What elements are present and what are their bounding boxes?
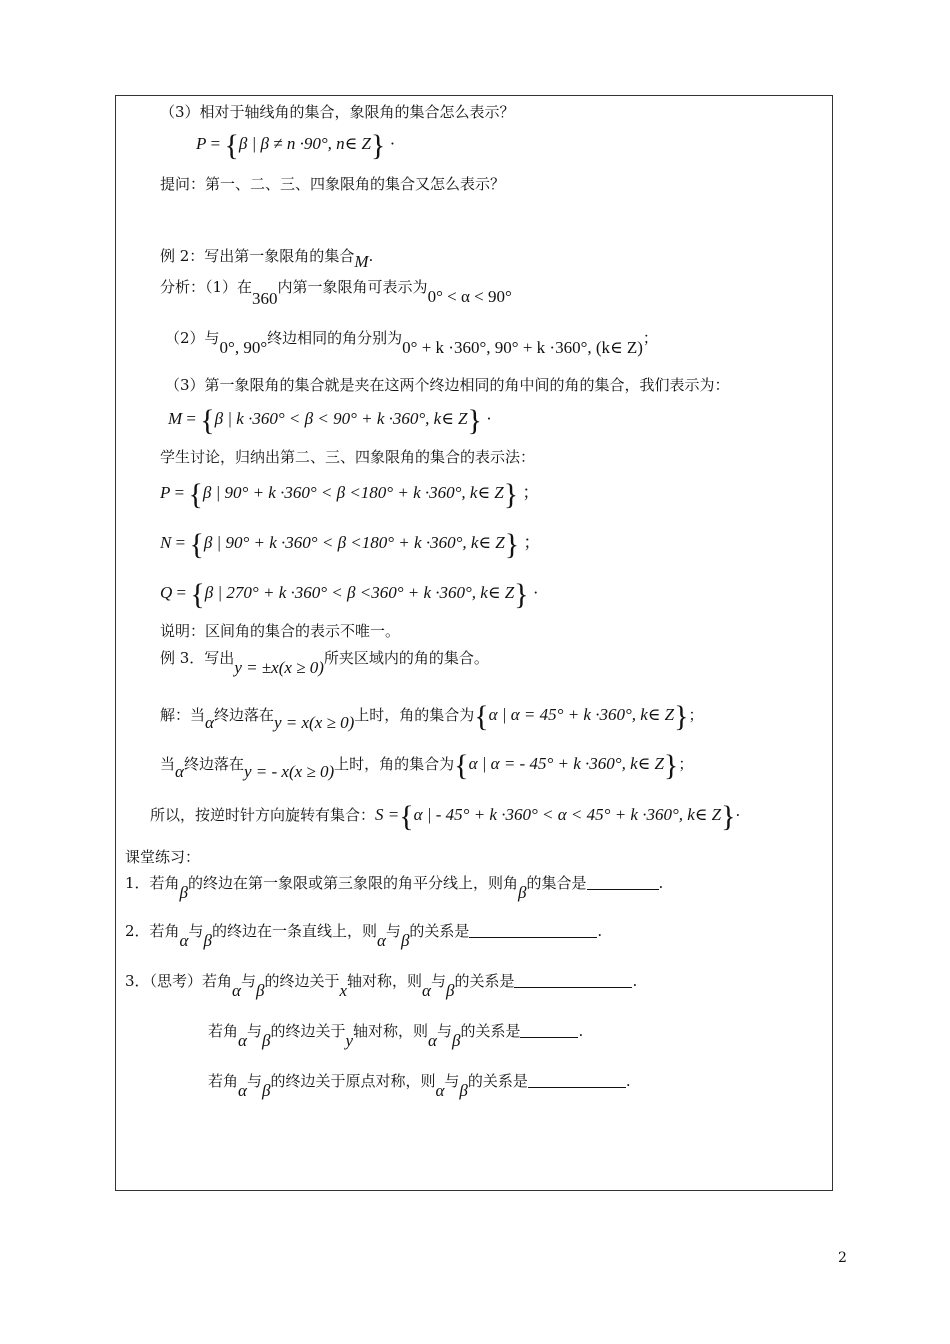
set-N: N = {β | 90° + k ·360° < β <180° + k ·360°, k∈ Z} ； xyxy=(160,528,541,561)
solution-line-3: 所以，按逆时针方向旋转有集合：S ={α | - 45° + k ·360° < α < 45° + k ·360°, k∈ Z}· xyxy=(150,800,741,833)
answer-blank-2[interactable] xyxy=(469,923,597,938)
example-2-set-M: M = {β | k ·360° < β < 90° + k ·360°, k∈ Z} · xyxy=(168,404,492,437)
q3-formula: P = {β | β ≠ n ·90°, n∈ Z} · xyxy=(196,129,396,162)
example-2-title: 例 2：写出第一象限角的集合M. xyxy=(160,247,374,271)
practice-1: 1．若角β的终边在第一象限或第三象限的角平分线上，则角β的集合是 . xyxy=(125,874,664,902)
practice-3-y-axis: 若角α与β的终边关于y轴对称，则α与β的关系是 . xyxy=(208,1022,584,1050)
practice-2: 2．若角α与β的终边在一条直线上，则α与β的关系是 . xyxy=(125,922,603,950)
example-2-step-3: （3）第一象限角的集合就是夹在这两个终边相同的角中间的角的集合，我们表示为： xyxy=(165,376,730,394)
answer-blank-1[interactable] xyxy=(587,875,659,890)
answer-blank-5[interactable] xyxy=(528,1073,626,1088)
example-2-analysis: 分析：（1）在360内第一象限角可表示为0° < α < 90° xyxy=(160,278,512,308)
set-Q: Q = {β | 270° + k ·360° < β <360° + k ·360°, k∈ Z} · xyxy=(160,578,539,611)
answer-blank-4[interactable] xyxy=(520,1023,578,1038)
solution-line-2: 当α终边落在y = - x(x ≥ 0)上时，角的集合为{α | α = - 45° + k ·360°, k∈ Z}； xyxy=(160,749,694,782)
note-text: 说明：区间角的集合的表示不唯一。 xyxy=(160,622,401,640)
q3-title: （3）相对于轴线角的集合，象限角的集合怎么表示？ xyxy=(160,103,515,121)
set-P: P = {β | 90° + k ·360° < β <180° + k ·360°, k∈ Z} ； xyxy=(160,478,540,511)
example-3-title: 例 3．写出y = ±x(x ≥ 0)所夹区域内的角的集合。 xyxy=(160,649,489,677)
discussion-text: 学生讨论，归纳出第二、三、四象限角的集合的表示法： xyxy=(160,448,536,466)
practice-3-origin: 若角α与β的终边关于原点对称，则α与β的关系是 . xyxy=(208,1072,631,1100)
page-number: 2 xyxy=(838,1250,847,1266)
example-2-step-2: （2）与0°, 90°终边相同的角分别为0° + k ·360°, 90° + k ·360°, (k∈ Z)； xyxy=(165,329,658,357)
ask-text: 提问：第一、二、三、四象限角的集合又怎么表示？ xyxy=(160,175,506,193)
practice-title: 课堂练习： xyxy=(125,848,201,866)
answer-blank-3[interactable] xyxy=(514,973,632,988)
practice-3: 3．（思考）若角α与β的终边关于x轴对称，则α与β的关系是 . xyxy=(125,972,638,1000)
solution-line-1: 解：当α终边落在y = x(x ≥ 0)上时，角的集合为{α | α = 45° + k ·360°, k∈ Z}； xyxy=(160,700,704,733)
